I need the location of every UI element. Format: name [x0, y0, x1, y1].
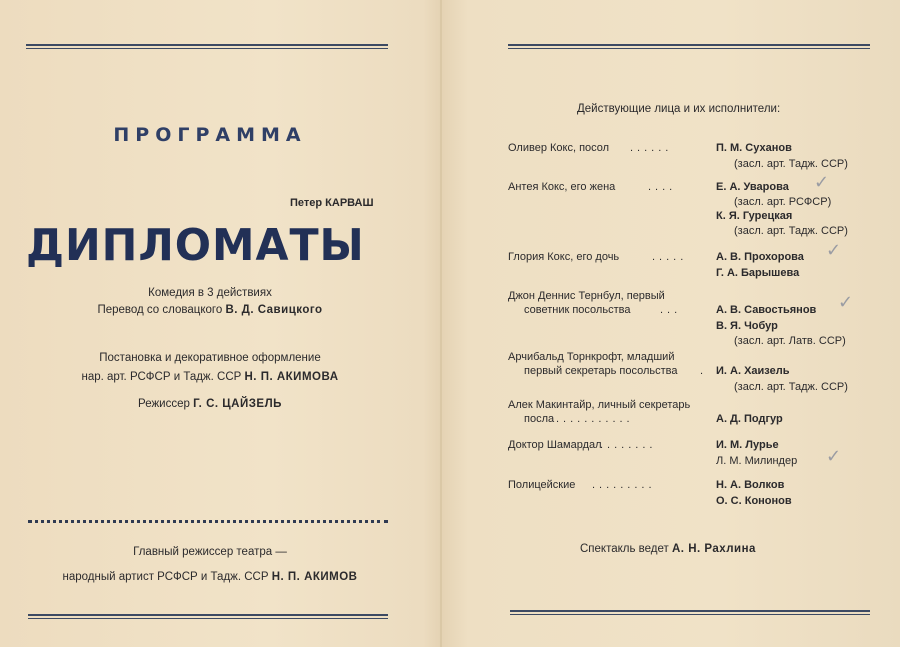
- actor-note: (засл. арт. Тадж. ССР): [734, 381, 848, 393]
- actor: И. А. Хаизель: [716, 365, 790, 377]
- chief-line-1: Главный режиссер театра —: [133, 546, 287, 558]
- author: Петер КАРВАШ: [290, 197, 374, 209]
- actor: Н. А. Волков: [716, 479, 785, 491]
- stage-manager-prefix: Спектакль ведет: [580, 543, 669, 555]
- actor: И. М. Лурье: [716, 439, 779, 451]
- role-line-2: советник посольства: [524, 304, 631, 316]
- role-line-2: посла: [524, 413, 555, 425]
- actor: А. Д. Подгур: [716, 413, 783, 425]
- translation-prefix: Перевод со словацкого: [97, 304, 223, 316]
- actor-2: О. С. Кононов: [716, 495, 792, 507]
- program-title: ПРОГРАММА: [113, 124, 307, 146]
- role: Арчибальд Торнкрофт, младший: [508, 351, 675, 363]
- actor-2: Л. М. Милиндер: [716, 455, 798, 467]
- director-prefix: Режиссер: [138, 398, 190, 410]
- role: Джон Деннис Тернбул, первый: [508, 290, 665, 302]
- actor-2: Г. А. Барышева: [716, 267, 800, 279]
- actor-2: В. Я. Чобур: [716, 320, 778, 332]
- role-line-2: первый секретарь посольства: [524, 365, 678, 377]
- role: Доктор Шамардал: [508, 439, 602, 451]
- dotted-rule-left: [28, 520, 388, 523]
- chief-prefix: народный артист РСФСР и Тадж. ССР: [62, 571, 269, 583]
- check-mark-icon: ✓: [838, 292, 854, 313]
- check-mark-icon: ✓: [826, 240, 842, 261]
- bottom-rule-right: [510, 610, 870, 615]
- play-title: ДИПЛОМАТЫ: [26, 220, 365, 271]
- staging-line-2: [40, 371, 380, 383]
- chief-line-2: [20, 571, 400, 583]
- role: Антея Кокс, его жена: [508, 181, 616, 193]
- program-sheet: ПРОГРАММА Петер КАРВАШ ДИПЛОМАТЫ Комедия в 3 действиях Перевод со словацкого В. Д. Савицкого Постановка и декоративное оформление нар. арт. РСФСР и Тадж. ССР Н. П. АКИМОВА Режиссер Г. С. ЦАЙЗЕЛЬ Главный режиссер театра — народный артист РСФСР и Тадж. ССР Н. П. АКИМОВ Действующие лица и их исполнители: Оливер Кокс, посол ...... П. М. Суханов (засл. арт. Тадж. ССР) Антея Кокс, его жена .... Е. А. Уварова (засл. арт. РСФСР) К. Я. Гурецкая (засл. арт. Тадж. ССР) ✓ Глория Кокс, его дочь ..... А. В. Прохорова Г. А. Барышева ✓ Джон Деннис Тернбул, первый советник посольства ... А. В. Савостьянов В. Я. Чобур (засл. арт. Латв. ССР) ✓ Арчибальд Торнкрофт, младший первый секретарь посольства . И. А. Хаизель (засл. арт. Тадж. ССР) Алек Макинтайр, личный секретарь посла ........... А. Д. Подгур Доктор Шамардал ........ И. М. Лурье Л. М. Милиндер ✓ Полицейские ......... Н. А. Волков О. С. Кононов Спектакль ведет А. Н. Рахлина: [0, 0, 900, 647]
- role: Глория Кокс, его дочь: [508, 251, 620, 263]
- role: Полицейские: [508, 479, 576, 491]
- cast-heading: Действующие лица и их исполнители:: [577, 103, 781, 115]
- bottom-rule-left: [28, 614, 388, 619]
- director-line: [40, 398, 380, 410]
- actor-note: (засл. арт. РСФСР): [734, 196, 832, 208]
- page-fold: [440, 0, 442, 647]
- staging-line-1: Постановка и декоративное оформление: [99, 352, 321, 364]
- actor: А. В. Прохорова: [716, 251, 804, 263]
- director-name: Г. С. ЦАЙЗЕЛЬ: [193, 398, 282, 410]
- staging-prefix: нар. арт. РСФСР и Тадж. ССР: [81, 371, 242, 383]
- stage-manager-name: А. Н. Рахлина: [672, 543, 756, 555]
- stage-manager-line: [580, 543, 756, 555]
- staging-name: Н. П. АКИМОВА: [244, 371, 339, 383]
- translation-line: [40, 304, 380, 316]
- genre: Комедия в 3 действиях: [148, 287, 272, 299]
- actor-2-note: (засл. арт. Латв. ССР): [734, 335, 846, 347]
- actor-2-note: (засл. арт. Тадж. ССР): [734, 225, 848, 237]
- check-mark-icon: ✓: [814, 172, 830, 193]
- actor-2: К. Я. Гурецкая: [716, 210, 793, 222]
- actor-note: (засл. арт. Тадж. ССР): [734, 158, 848, 170]
- actor: П. М. Суханов: [716, 142, 792, 154]
- actor: Е. А. Уварова: [716, 181, 789, 193]
- actor: А. В. Савостьянов: [716, 304, 817, 316]
- role: Оливер Кокс, посол: [508, 142, 610, 154]
- translation-name: В. Д. Савицкого: [225, 304, 323, 316]
- role: Алек Макинтайр, личный секретарь: [508, 399, 691, 411]
- check-mark-icon: ✓: [826, 446, 842, 467]
- top-rule-right: [508, 44, 870, 49]
- top-rule-left: [26, 44, 388, 49]
- chief-name: Н. П. АКИМОВ: [271, 571, 358, 583]
